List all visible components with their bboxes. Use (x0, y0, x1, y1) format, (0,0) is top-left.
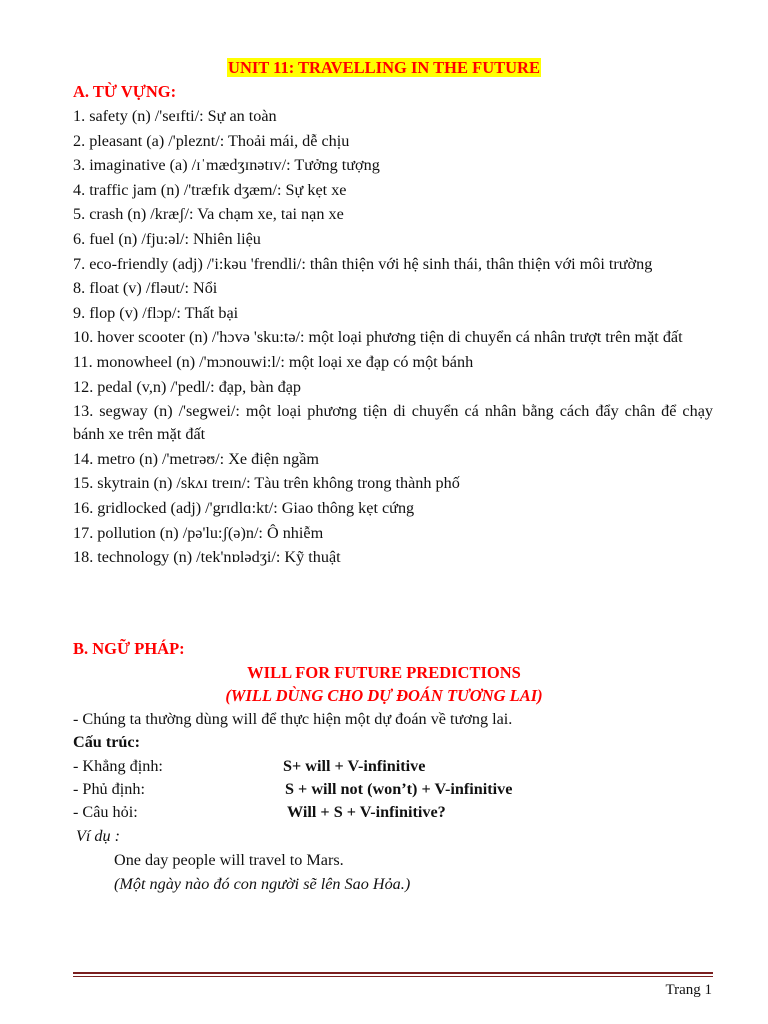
form-affirmative-label: - Khẳng định: (73, 757, 163, 775)
vocab-item: 17. pollution (n) /pə'lu:ʃ(ə)n/: Ô nhiễm (73, 523, 324, 542)
vocab-item: 7. eco-friendly (adj) /'i:kəu 'frendli/: thân thiện với hệ sinh thái, thân thiện với môi trường (73, 254, 653, 273)
section-b-heading: B. NGỮ PHÁP: (73, 639, 185, 658)
vocab-item: 9. flop (v) /flɔp/: Thất bại (73, 303, 239, 322)
form-question-formula: Will + S + V-infinitive? (287, 803, 446, 821)
grammar-intro: - Chúng ta thường dùng will để thực hiện một dự đoán về tương lai. (73, 710, 513, 728)
page-number: Trang 1 (665, 982, 712, 998)
unit-title: UNIT 11: TRAVELLING IN THE FUTURE (228, 58, 540, 77)
example-english: One day people will travel to Mars. (114, 851, 344, 869)
vocab-item: 1. safety (n) /'seɪfti/: Sự an toàn (73, 107, 277, 125)
section-a-heading: A. TỪ VỰNG: (73, 82, 177, 101)
vocab-item: 2. pleasant (a) /'pleznt/: Thoải mái, dễ chịu (73, 131, 350, 150)
footer-divider-thin (73, 976, 713, 977)
vocab-item: 10. hover scooter (n) /'hɔvə 'sku:tə/: một loại phương tiện di chuyển cá nhân trượt trên mặt đất (73, 328, 683, 347)
form-affirmative-formula: S+ will + V-infinitive (283, 757, 426, 775)
vocabulary-list (73, 105, 713, 571)
vocab-item: 18. technology (n) /tek'nɒlədʒi/: Kỹ thuật (73, 548, 341, 567)
form-negative-formula: S + will not (won’t) + V-infinitive (285, 780, 513, 798)
footer-divider (73, 972, 713, 974)
vocab-item: 15. skytrain (n) /skʌɪ treɪn/: Tàu trên không trong thành phố (73, 474, 460, 493)
example-label: Ví dụ : (76, 827, 121, 845)
grammar-title: WILL FOR FUTURE PREDICTIONS (247, 663, 521, 682)
vocab-item: 8. float (v) /fləut/: Nổi (73, 279, 218, 298)
vocab-item: 12. pedal (v,n) /'pedl/: đạp, bàn đạp (73, 377, 301, 396)
vocab-item: 4. traffic jam (n) /'træfɪk dʒæm/: Sự kẹt xe (73, 180, 347, 199)
vocab-item: 6. fuel (n) /fju:əl/: Nhiên liệu (73, 229, 261, 248)
vocab-item: 16. gridlocked (adj) /'grɪdlɑ:kt/: Giao thông kẹt cứng (73, 498, 415, 517)
vocab-item: 14. metro (n) /'metrəʊ/: Xe điện ngầm (73, 449, 319, 468)
vocab-item: 11. monowheel (n) /'mɔnouwi:l/: một loại xe đạp có một bánh (73, 352, 474, 371)
vocab-item: 5. crash (n) /kræʃ/: Va chạm xe, tai nạn xe (73, 205, 344, 224)
vocab-item: 3. imaginative (a) /ɪˈmædʒɪnətɪv/: Tưởng tượng (73, 156, 380, 175)
grammar-subtitle: (WILL DÙNG CHO DỰ ĐOÁN TƯƠNG LAI) (225, 686, 543, 705)
example-vietnamese: (Một ngày nào đó con người sẽ lên Sao Hỏa.) (114, 875, 411, 893)
form-negative-label: - Phủ định: (73, 780, 145, 798)
form-question-label: - Câu hỏi: (73, 803, 138, 821)
structure-label: Cấu trúc: (73, 733, 140, 751)
vocab-item: 13. segway (n) /'segwei/: một loại phương tiện di chuyển cá nhân bằng cách đẩy chân để chạy bánh xe trên mặt đất (73, 402, 713, 444)
